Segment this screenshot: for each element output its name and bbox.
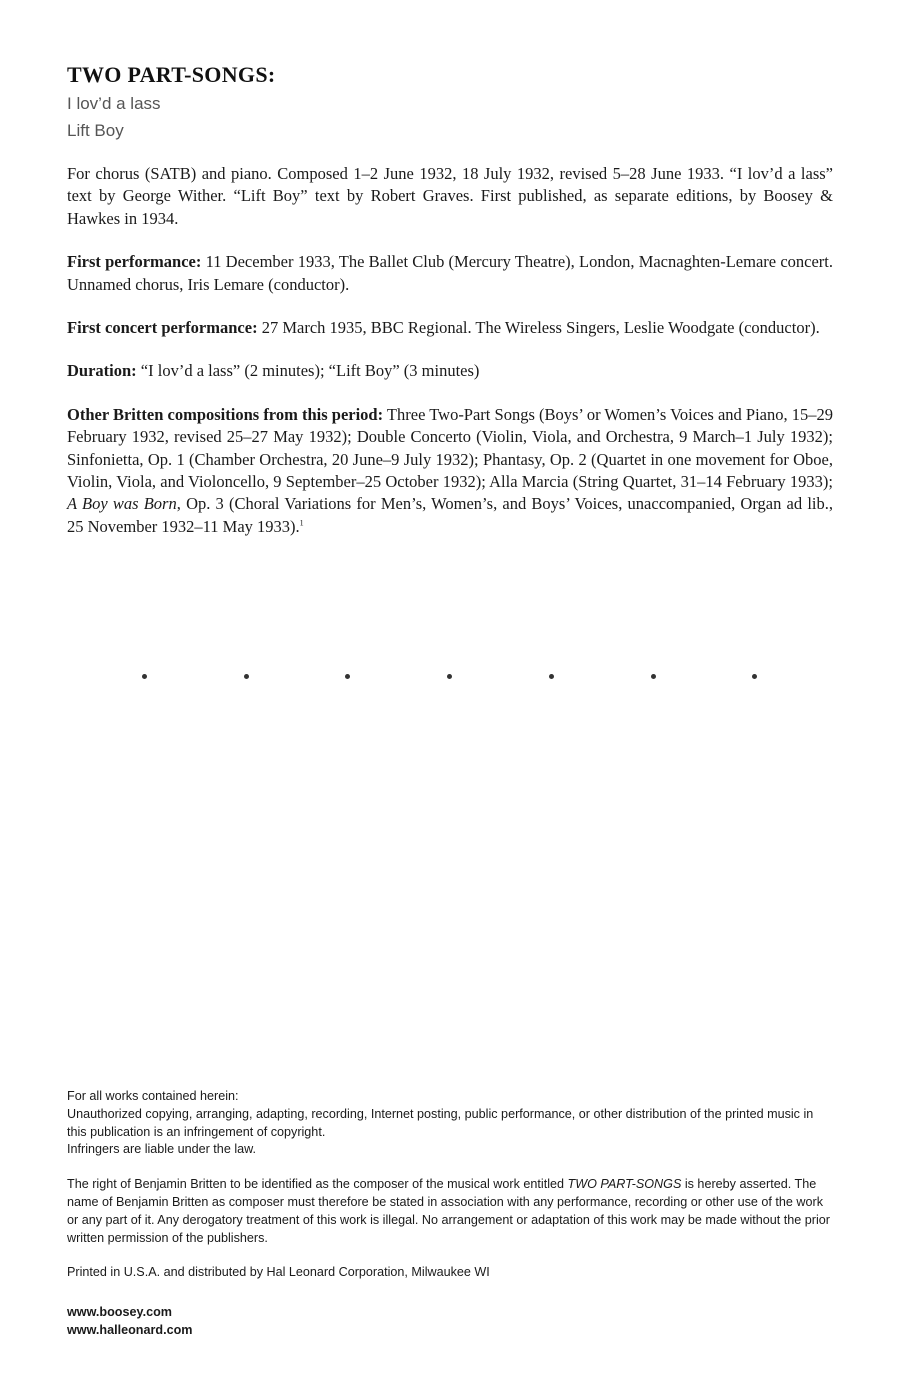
a-boy-was-born-title: A Boy was Born (67, 494, 177, 514)
other-compositions-paragraph (67, 404, 833, 538)
dot-separator (0, 674, 900, 686)
other-compositions-text-end: , Op. 3 (Choral Variations for Men’s, Women’s, and Boys’ Voices, unaccompanied, Organ ad lib., 25 November 1932–11 May 1933). (67, 494, 833, 536)
separator-dot (244, 674, 249, 679)
other-compositions-label: Other Britten compositions from this period: (67, 404, 384, 424)
first-concert-performance-paragraph (67, 317, 833, 339)
first-performance-label: First performance: (67, 252, 202, 272)
intro-paragraph: For chorus (SATB) and piano. Composed 1–2 June 1932, 18 July 1932, revised 5–28 June 1933. “I lov’d a lass” text by George Wither. “Lift Boy” text by Robert Graves. First published, as separate editions, by Boosey & Hawkes in 1934. (67, 164, 833, 228)
copyright-line: Unauthorized copying, arranging, adapting, recording, Internet posting, public performance, or other distribution of the printed music in this publication is an infringement of copyright. (67, 1106, 814, 1139)
rights-work-title: TWO PART-SONGS (567, 1177, 682, 1192)
separator-dot (345, 674, 350, 679)
work-details (67, 163, 833, 559)
other-compositions-text: Three Two-Part Songs (Boys’ or Women’s Voices and Piano, 15–29 February 1932, revised 25–27 May 1932); Double Concerto (Violin, Viola, and Orchestra, 9 March–1 July 1932); Sinfonietta, Op. 1 (Chamber Orchestra, 20 June–9 July 1932); Phantasy, Op. 2 (Quartet in one movement for Oboe, Violin, Viola, and Violoncello, 9 September–25 October 1932); Alla Marcia (String Quartet, 31–14 February 1933); (67, 404, 833, 492)
boosey-link[interactable]: www.boosey.com (67, 1305, 172, 1320)
copyright-line: Infringers are liable under the law. (67, 1142, 257, 1157)
legal-notice (67, 1088, 833, 1340)
song-title-2: Lift Boy (67, 121, 124, 140)
publisher-urls (67, 1304, 833, 1340)
first-concert-performance-label: First concert performance: (67, 318, 258, 338)
separator-dot (651, 674, 656, 679)
moral-rights-notice (67, 1176, 833, 1247)
rights-text: The right of Benjamin Britten to be identified as the composer of the musical work entitled (67, 1177, 568, 1192)
halleonard-link[interactable]: www.halleonard.com (67, 1322, 193, 1337)
separator-dot (447, 674, 452, 679)
page-title: TWO PART-SONGS: (67, 62, 276, 87)
footnote-marker: 1 (299, 518, 304, 528)
separator-dot (142, 674, 147, 679)
first-performance-text: 11 December 1933, The Ballet Club (Mercury Theatre), London, Macnaghten-Lemare concert. Unnamed chorus, Iris Lemare (conductor). (67, 252, 834, 294)
duration-paragraph (67, 360, 833, 382)
first-performance-paragraph (67, 251, 833, 296)
header (67, 60, 833, 144)
separator-dot (549, 674, 554, 679)
rights-text-end: is hereby asserted. The name of Benjamin Britten as composer must therefore be stated in association with any performance, recording or other use of the work or any part of it. Any derogatory treatment of this work is illegal. No arrangement or adaptation of this work may be made without the prior written permission of the publishers. (67, 1177, 830, 1245)
printed-notice: Printed in U.S.A. and distributed by Hal Leonard Corporation, Milwaukee WI (67, 1265, 490, 1280)
duration-text: “I lov’d a lass” (2 minutes); “Lift Boy” (3 minutes) (136, 361, 480, 381)
song-title-1: I lov’d a lass (67, 94, 161, 113)
first-concert-performance-text: 27 March 1935, BBC Regional. The Wireless Singers, Leslie Woodgate (conductor). (257, 318, 820, 338)
copyright-notice (67, 1088, 833, 1159)
duration-label: Duration: (67, 361, 137, 381)
copyright-line: For all works contained herein: (67, 1089, 239, 1103)
separator-dot (752, 674, 757, 679)
